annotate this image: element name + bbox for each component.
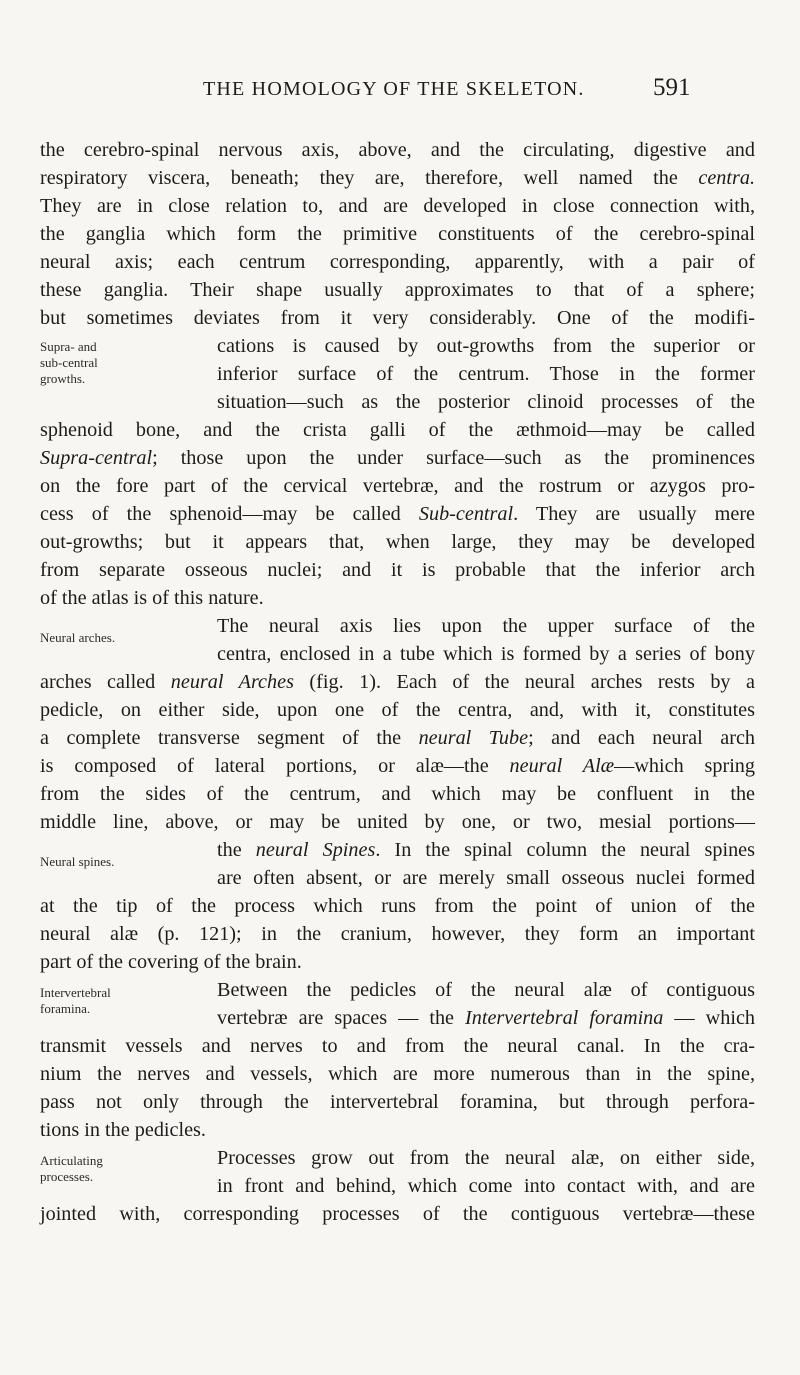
- body-line: neural alæ (p. 121); in the cranium, however, they form an important: [40, 923, 755, 945]
- body-line: is composed of lateral portions, or alæ—the neural Alæ—which spring: [40, 755, 755, 777]
- page-header: [0, 74, 800, 108]
- body-line: pass not only through the intervertebral foramina, but through perfora-: [40, 1091, 755, 1113]
- body-line: on the fore part of the cervical vertebræ, and the rostrum or azygos pro-: [40, 475, 755, 497]
- body-line: sphenoid bone, and the crista galli of the æthmoid—may be called: [40, 419, 755, 441]
- body-line: the neural Spines. In the spinal column the neural spines: [217, 839, 755, 861]
- body-line: Between the pedicles of the neural alæ of contiguous: [217, 979, 755, 1001]
- body-line: of the atlas is of this nature.: [40, 587, 264, 609]
- body-line: from the sides of the centrum, and which may be confluent in the: [40, 783, 755, 805]
- body-line: Processes grow out from the neural alæ, on either side,: [217, 1147, 755, 1169]
- running-title: THE HOMOLOGY OF THE SKELETON.: [203, 78, 585, 100]
- body-line: at the tip of the process which runs from the point of union of the: [40, 895, 755, 917]
- body-line: They are in close relation to, and are developed in close connection with,: [40, 195, 755, 217]
- body-line: in front and behind, which come into contact with, and are: [217, 1175, 755, 1197]
- body-line: centra, enclosed in a tube which is formed by a series of bony: [217, 643, 755, 665]
- body-line: The neural axis lies upon the upper surface of the: [217, 615, 755, 637]
- body-line: transmit vessels and nerves to and from the neural canal. In the cra-: [40, 1035, 755, 1057]
- body-line: situation—such as the posterior clinoid processes of the: [217, 391, 755, 413]
- body-line: part of the covering of the brain.: [40, 951, 302, 973]
- margin-note-neural-arches: Neural arches.: [40, 630, 116, 645]
- body-line: vertebræ are spaces — the Intervertebral foramina — which: [217, 1007, 755, 1029]
- body-line: cess of the sphenoid—may be called Sub-central. They are usually mere: [40, 503, 755, 525]
- body-line: arches called neural Arches (fig. 1). Each of the neural arches rests by a: [40, 671, 755, 693]
- body-line: respiratory viscera, beneath; they are, therefore, well named the centra.: [40, 167, 755, 189]
- margin-note-neural-spines: Neural spines.: [40, 854, 115, 869]
- body-line: from separate osseous nuclei; and it is probable that the inferior arch: [40, 559, 755, 581]
- body-line: pedicle, on either side, upon one of the centra, and, with it, constitutes: [40, 699, 755, 721]
- body-line: neural axis; each centrum corresponding, apparently, with a pair of: [40, 251, 755, 273]
- body-line: nium the nerves and vessels, which are more numerous than in the spine,: [40, 1063, 755, 1085]
- body-line: cations is caused by out-growths from the superior or: [217, 335, 755, 357]
- body-line: out-growths; but it appears that, when large, they may be developed: [40, 531, 755, 553]
- body-line: inferior surface of the centrum. Those in the former: [217, 363, 755, 385]
- body-line: Supra-central; those upon the under surface—such as the prominences: [40, 447, 755, 469]
- body-line: are often absent, or are merely small osseous nuclei formed: [217, 867, 755, 889]
- body-line: a complete transverse segment of the neural Tube; and each neural arch: [40, 727, 755, 749]
- body-line: the cerebro-spinal nervous axis, above, and the circulating, digestive and: [40, 139, 755, 161]
- body-line: jointed with, corresponding processes of the contiguous vertebræ—these: [40, 1203, 755, 1225]
- body-line: these ganglia. Their shape usually approximates to that of a sphere;: [40, 279, 755, 301]
- body-line: the ganglia which form the primitive constituents of the cerebro-spinal: [40, 223, 755, 245]
- page-number: 591: [653, 74, 691, 101]
- body-line: middle line, above, or may be united by one, or two, mesial portions—: [40, 811, 755, 833]
- margin-note-supra-sub-central: Supra- and sub-central growths.: [40, 339, 98, 386]
- body-line: tions in the pedicles.: [40, 1119, 206, 1141]
- margin-note-articulating: Articulating processes.: [40, 1153, 103, 1184]
- body-line: but sometimes deviates from it very considerably. One of the modifi-: [40, 307, 755, 329]
- margin-note-intervertebral: Intervertebral foramina.: [40, 985, 111, 1016]
